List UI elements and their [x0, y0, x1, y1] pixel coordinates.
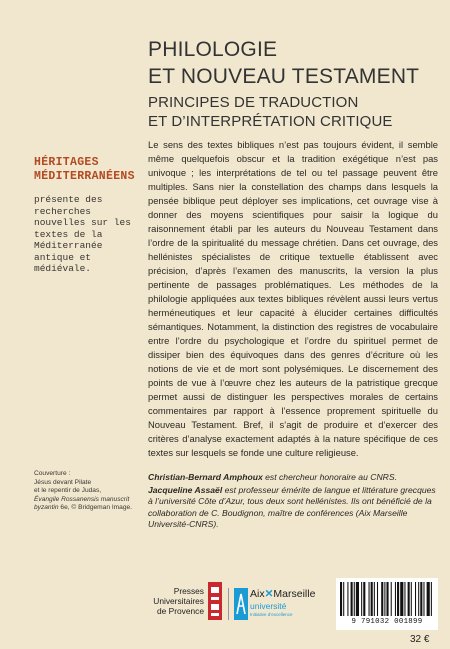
author-1 [148, 472, 438, 484]
barcode-bar [351, 582, 353, 616]
cover-credit-manuscript: Évangile Rossanensis manuscrit byzantin [34, 495, 130, 512]
university-tagline: Initiative d’excellence [250, 612, 293, 617]
barcode-bar [395, 582, 396, 616]
publisher-emblem-icon [208, 582, 222, 620]
university-logo [250, 588, 330, 618]
barcode-icon [340, 582, 434, 616]
author-1-name: Christian-Bernard Amphoux [148, 472, 263, 482]
barcode-bar [377, 582, 378, 616]
barcode-bar [404, 582, 405, 616]
series-name-line-1: HÉRITAGES [34, 156, 99, 169]
cover-credit-century: 6e [60, 504, 68, 512]
barcode-bar [423, 582, 424, 616]
university-sub: université [250, 601, 287, 611]
barcode-bar [374, 582, 375, 616]
barcode-bar [343, 582, 344, 616]
publisher-logo [148, 586, 204, 616]
university-name-line [250, 588, 330, 600]
blurb-text: Le sens des textes bibliques n’est pas toujours évident, il semble même quelquefois obscur et la tradition exégétique n’est pas univoque ; les interprétations de tel ou tel passage peuvent être multiples. Sans nier la constellation des champs dans lesquels la pensée biblique peut déployer ses implications, cet ouvrage vise à donner des moyens scientifiques pour saisir la logique du raisonnement établi par les auteurs du Nouveau Testament dans l’ordre de la spiritualité du message chrétien. Dans cet ouvrage, des hellénistes spécialistes de critique textuelle établissent avec précision, d’après l’examen des manuscrits, la version la plus pertinente de passages problématiques. Les méthodes de la philologie appliquées aux textes bibliques révèlent aussi leurs vertus herméneutiques et leur capacité à élucider certaines difficultés sémantiques. Notamment, la distinction des registres de vocabulaire entre l’ordre du psychologique et l’ordre du spirituel permet de dissiper bien des équivoques dans des genres d’écriture où les notions de vie et de mort sont polysémiques. Le discernement des points de vue à l’œuvre chez les auteurs de la patristique grecque permet aussi de distinguer les perspectives morales de certains commentaires par rapport à l’essence proprement spirituelle du Nouveau Testament. Bref, il s’agit de produire et d’exercer des critères d’analyse exactement adaptés à la nature spécifique de ces textes sur lesquels se fonde une culture religieuse. [148, 139, 438, 458]
university-x: ✕ [264, 588, 274, 600]
publisher-line-1: Presses [173, 586, 204, 596]
barcode-bar [356, 582, 359, 616]
barcode-bar [391, 582, 392, 616]
barcode-bar [363, 582, 365, 616]
barcode-bar [418, 582, 419, 616]
cover-credit-line-1: Jésus devant Pilate [34, 478, 92, 486]
barcode-bar [354, 582, 355, 616]
publisher-logos [148, 578, 328, 628]
title-block [148, 36, 438, 131]
title-line-2: ET NOUVEAU TESTAMENT [148, 65, 420, 88]
barcode-bar [381, 582, 383, 616]
author-2 [148, 485, 438, 531]
logo-divider [228, 588, 229, 620]
cover-credit-label: Couverture : [34, 470, 71, 477]
barcode-bar [411, 582, 412, 616]
barcode-bar [420, 582, 422, 616]
series-description: présente des recherches nouvelles sur les textes de la Méditerranée antique et médiévale. [34, 194, 131, 274]
publisher-line-3: de Provence [156, 606, 204, 616]
subtitle-line-1: PRINCIPES DE TRADUCTION [148, 94, 359, 111]
barcode-bar [415, 582, 416, 616]
title-line-1: PHILOLOGIE [148, 38, 278, 61]
author-2-name: Jacqueline Assaël [148, 484, 223, 495]
barcode-bar [340, 582, 342, 616]
cover-credit-line-3 [34, 496, 140, 513]
publisher-line-2: Universitaires [153, 596, 204, 606]
barcode-area [336, 578, 438, 630]
barcode-bar [384, 582, 385, 616]
cover-credit-rights: , © Bridgeman Image. [67, 504, 132, 512]
subtitle-line-2: ET D’INTERPRÉTATION CRITIQUE [148, 113, 393, 130]
barcode-bar [347, 582, 348, 616]
author-1-bio: est chercheur honoraire au CNRS. [262, 472, 397, 482]
cover-credit-line-2: et le repentir de Judas, [34, 487, 102, 495]
cover-credit [34, 470, 140, 513]
barcode-bar [371, 582, 373, 616]
series-block [34, 156, 142, 275]
barcode-bar [397, 582, 399, 616]
barcode-bar [431, 582, 432, 616]
barcode-bar [427, 582, 430, 616]
series-name-line-2: MÉDITERRANÉENS [34, 170, 135, 183]
barcode-bar [369, 582, 370, 616]
amu-emblem-icon [234, 588, 248, 620]
barcode-bar [361, 582, 362, 616]
barcode-bar [408, 582, 410, 616]
authors-block [148, 472, 438, 532]
barcode-bar [386, 582, 388, 616]
price: 32 € [410, 634, 430, 645]
university-name-1: Aix [250, 588, 265, 600]
barcode-bar [400, 582, 403, 616]
author-2-bio: est professeur émérite de langue et littérature grecques à l’université Côte d’Azur, tous deux sont hellénistes. Ils ont bénéficié de la collaboration de C. Boudignon, maître de conférences (Aix Marseille Université-CNRS). [148, 484, 436, 529]
isbn-number: 9 791032 001899 [351, 618, 423, 626]
university-name-2: Marseille [273, 588, 316, 600]
subtitle [148, 93, 438, 131]
